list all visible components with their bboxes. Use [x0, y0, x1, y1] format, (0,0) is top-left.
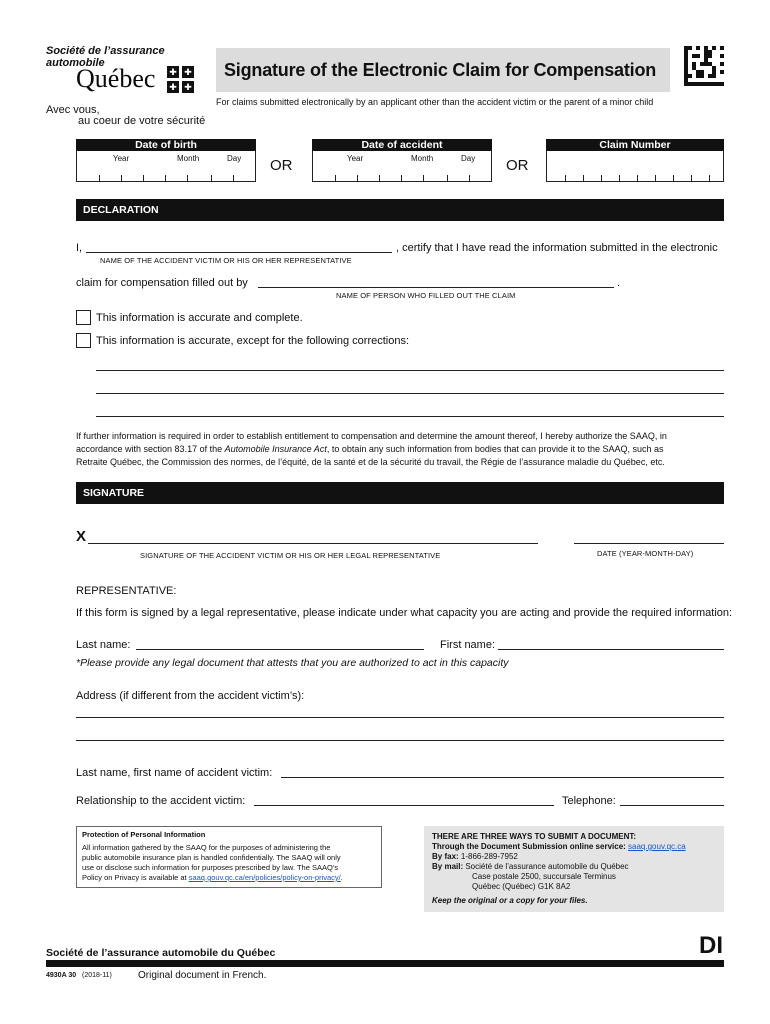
dob-field[interactable] [76, 151, 256, 182]
submission-methods-box [424, 826, 724, 912]
footer-rule [46, 960, 724, 967]
form-date: (2018-11) [82, 972, 112, 979]
authorization-paragraph [76, 430, 726, 469]
accurate-complete-label: This information is accurate and complete. [96, 312, 303, 324]
telephone-input[interactable] [620, 805, 724, 806]
authorization-line2: accordance with section 83.17 of the Automobile Insurance Act, to obtain any such information from bodies that can provide it to the SAAQ, such as [76, 444, 664, 454]
org-name-line1: Société de l’assurance [46, 45, 165, 57]
dob-month-label: Month [177, 154, 200, 163]
page-subtitle: For claims submitted electronically by an applicant other than the accident victim or the parent of a minor child [216, 97, 654, 107]
dob-year-label: Year [113, 154, 130, 163]
or-separator-2: OR [506, 157, 529, 174]
address-line-1[interactable] [76, 717, 724, 718]
page-title: Signature of the Electronic Claim for Compensation [224, 60, 657, 80]
certify-text: , certify that I have read the information submitted in the electronic [396, 242, 718, 254]
submit-online: Through the Document Submission online service: saaq.gouv.qc.ca [432, 842, 686, 851]
privacy-line4: Policy on Privacy is available at saaq.gouv.qc.ca/en/policies/policy-on-privacy/. [82, 873, 343, 882]
rep-first-name-input[interactable] [498, 649, 724, 650]
signature-input[interactable] [88, 543, 538, 544]
submit-mail-line2: Case postale 2500, succursale Terminus [472, 872, 616, 881]
form-number: 4930A 30 [46, 972, 77, 979]
doa-header: Date of accident [312, 139, 492, 151]
dob-day-label: Day [227, 154, 242, 163]
doa-month-label: Month [411, 154, 434, 163]
signature-x-mark: X [76, 528, 87, 545]
declaration-i-prefix: I, [76, 242, 83, 254]
victim-name-input[interactable] [86, 252, 392, 253]
rep-last-name-input[interactable] [136, 649, 424, 650]
privacy-policy-link[interactable]: saaq.gouv.qc.ca/en/policies/policy-on-privacy/ [188, 873, 341, 882]
filler-name-input[interactable] [258, 287, 614, 288]
address-label: Address (if different from the accident victim’s): [76, 690, 305, 702]
quebec-flag-icon: ✚ ✚ ✚ ✚ [167, 66, 195, 94]
corrections-line-3[interactable] [96, 416, 724, 417]
submit-fax: By fax: 1-866-289-7952 [432, 852, 518, 861]
telephone-label: Telephone: [562, 795, 616, 807]
doa-day-label: Day [461, 154, 476, 163]
filled-by-end: . [617, 277, 621, 289]
privacy-title: Protection of Personal Information [82, 830, 206, 839]
quebec-brand: Québec [76, 64, 156, 93]
dob-header: Date of birth [76, 139, 256, 151]
address-line-2[interactable] [76, 740, 724, 741]
corrections-line-2[interactable] [96, 393, 724, 394]
submit-mail-line3: Québec (Québec) G1K 8A2 [472, 882, 571, 891]
declaration-heading: DECLARATION [76, 199, 724, 221]
tagline-line2: au coeur de votre sécurité [78, 115, 206, 127]
signature-heading: SIGNATURE [76, 482, 724, 504]
representative-heading: REPRESENTATIVE: [76, 585, 177, 597]
rep-last-name-label: Last name: [76, 639, 131, 651]
authorization-line3: Retraite Québec, the Commission des normes, de l’équité, de la santé et de la sécurité du travail, the Régie de l’assurance maladie du Québec, etc. [76, 457, 665, 467]
relationship-label: Relationship to the accident victim: [76, 795, 246, 807]
victim-name-caption: NAME OF THE ACCIDENT VICTIM OR HIS OR HER REPRESENTATIVE [100, 256, 352, 265]
claim-number-field[interactable] [546, 151, 724, 182]
legal-document-note: *Please provide any legal document that attests that you are authorized to act in this capacity [76, 657, 509, 669]
authorization-line1: If further information is required in order to establish entitlement to compensation and determine the amount thereof, I hereby authorize the SAAQ, in [76, 431, 667, 441]
privacy-notice-box [76, 826, 382, 888]
privacy-line3: use or disclose such information for purposes prescribed by law. The SAAQ’s [82, 863, 339, 872]
signature-date-input[interactable] [574, 543, 724, 544]
keep-copy-note: Keep the original or a copy for your files. [432, 896, 588, 905]
privacy-line2: public automobile insurance plan is handled confidentially. The SAAQ will only [82, 853, 341, 862]
privacy-line1: All information gathered by the SAAQ for the purposes of administering the [82, 843, 331, 852]
victim-name-label: Last name, first name of accident victim: [76, 767, 273, 779]
claim-number-header: Claim Number [546, 139, 724, 151]
filled-by-text: claim for compensation filled out by [76, 277, 248, 289]
submit-title: THERE ARE THREE WAYS TO SUBMIT A DOCUMENT: [432, 832, 637, 841]
accurate-with-corrections-checkbox[interactable] [76, 333, 91, 348]
original-french-note: Original document in French. [138, 970, 267, 981]
signature-caption: SIGNATURE OF THE ACCIDENT VICTIM OR HIS OR HER LEGAL REPRESENTATIVE [140, 551, 441, 560]
submit-mail: By mail: Société de l’assurance automobile du Québec [432, 862, 629, 871]
datamatrix-code-icon [684, 46, 724, 86]
victim-full-name-input[interactable] [281, 777, 724, 778]
saaq-website-link[interactable]: saaq.gouv.qc.ca [628, 842, 686, 851]
doa-year-label: Year [347, 154, 364, 163]
accurate-with-corrections-label: This information is accurate, except for the following corrections: [96, 335, 410, 347]
tagline-line1: Avec vous, [46, 104, 100, 116]
filler-name-caption: NAME OF PERSON WHO FILLED OUT THE CLAIM [336, 291, 516, 300]
org-name-line2: automobile [46, 57, 105, 69]
form-code: DI [699, 932, 723, 959]
corrections-line-1[interactable] [96, 370, 724, 371]
or-separator-1: OR [270, 157, 293, 174]
footer-org: Société de l’assurance automobile du Québec [46, 947, 276, 959]
rep-first-name-label: First name: [440, 639, 496, 651]
accurate-complete-checkbox[interactable] [76, 310, 91, 325]
representative-instructions: If this form is signed by a legal representative, please indicate under what capacity you are acting and provide the required information: [76, 607, 733, 619]
relationship-input[interactable] [254, 805, 554, 806]
doa-field[interactable] [312, 151, 492, 182]
signature-date-caption: DATE (YEAR-MONTH-DAY) [597, 549, 694, 558]
